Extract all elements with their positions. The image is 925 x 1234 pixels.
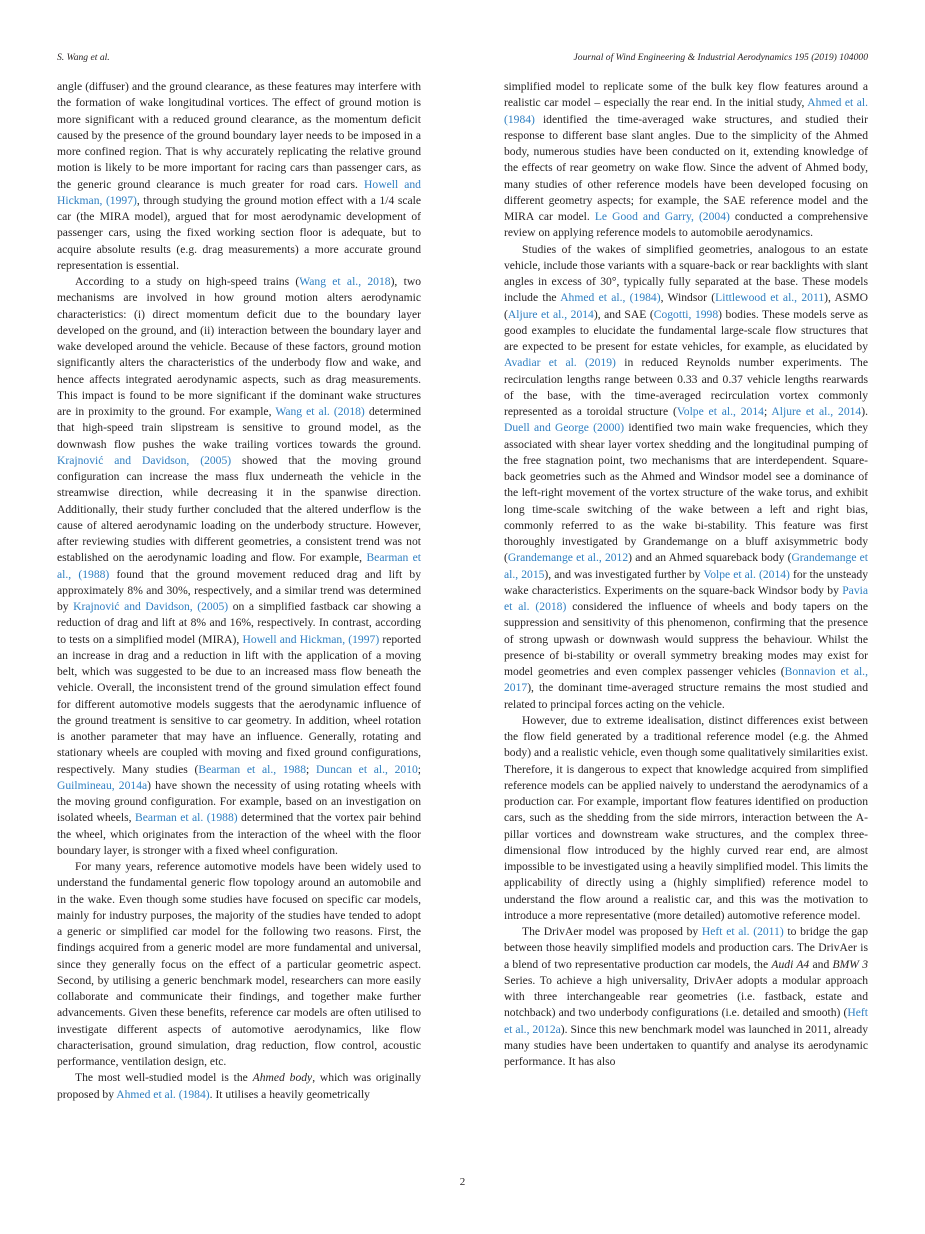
citation-link[interactable]: Cogotti, 1998: [653, 307, 719, 321]
citation-link[interactable]: Ahmed et al. (1984): [116, 1087, 210, 1101]
right-column: [504, 79, 868, 1070]
paragraph: Studies of the wakes of simplified geometries, analogous to an estate vehicle, include those variants with a square-back or rear backlights with slant angles in excess of 30°, typically fully separated at the base. These models include the Ahmed et al., (1984), Windsor (Littlewood et al., 2011), ASMO (Aljure et al., 2014), and SAE (Cogotti, 1998) bodies. These models serve as good examples to elucidate the fundamental large-scale flow structures that are expected to be present for estate vehicles, for example, as elucidated by Avadiar et al. (2019) in reduced Reynolds number experiments. The recirculation lengths range between 0.33 and 0.37 vehicle lengths rearwards of the base, with the time-averaged recirculation vortex commonly represented as a toroidal structure (Volpe et al., 2014; Aljure et al., 2014). Duell and George (2000) identified two main wake frequencies, which they associated with shear layer vortex shedding and the longitudinal pumping of the free stagnation point, two mechanisms that are interdependent. Square-back geometries such as the Ahmed and Windsor model see a dominance of the left-right movement of the vortex structure of the wake torus, and exhibit long time-scale switching of the wake between a left and right bias, commonly referred to as the wake bi-stability. This feature was first thoroughly investigated by Grandemange on a bluff axisymmetric body (Grandemange et al., 2012) and an Ahmed squareback body (Grandemange et al., 2015), and was investigated further by Volpe et al. (2014) for the unsteady wake characteristics. Experiments on the square-back Windsor body by Pavia et al. (2018) considered the influence of wheels and body tapers on the suppression and sensitivity of this phenomenon, confirming that the presence of strong upwash or downwash would suppress the behaviour. Whilst the presence of bi-stability or overall symmetry breaking modes may exist for model geometries and even complex passenger vehicles (Bonnavion et al., 2017), the dominant time-averaged structure remains the most studied and related to principal forces acting on the vehicle.: [504, 242, 869, 711]
citation-link[interactable]: Littlewood et al., 2011: [715, 291, 825, 305]
citation-link[interactable]: Duncan et al., 2010: [315, 762, 418, 776]
citation-link[interactable]: Pavia et al. (2018): [504, 583, 868, 613]
header-journal: Journal of Wind Engineering & Industrial Aerodynamics 195 (2019) 104000: [573, 52, 868, 63]
citation-link[interactable]: Volpe et al., 2014: [676, 405, 764, 418]
paragraph: However, due to extreme idealisation, distinct differences exist between the flow field generated by a traditional reference model (e.g. the Ahmed body) and a realistic vehicle, even though some qualitatively similarities exist. Therefore, it is dangerous to expect that knowledge acquired from simplified reference models can be applied naively to understand the aerodynamics of a production car. For example, important flow features identified on production cars, such as the shedding from the side mirrors, interaction between the A-pillar vortices and downstream wake structures, and the complex three-dimensional flow introduced by the highly curved rear end, are almost impossible to be investigated using a heavily simplified model. This limits the applicability of directly using a (highly simplified) reference model to understand the flow around a realistic car, and this was the motivation to introduce a more representative (more detailed) automotive reference model.: [504, 713, 868, 922]
header-author: S. Wang et al.: [57, 52, 110, 63]
citation-link[interactable]: Bonnavion et al., 2017: [504, 665, 868, 695]
emphasis-term: Audi A4: [771, 957, 810, 971]
emphasis-term: Ahmed body: [252, 1071, 313, 1085]
paragraph: The most well-studied model is the Ahmed body, which was originally proposed by Ahmed et al. (1984). It utilises a heavily geometrically: [57, 1071, 421, 1101]
citation-link[interactable]: Bearman et al., 1988: [198, 762, 307, 776]
citation-link[interactable]: Bearman et al., (1988): [57, 551, 421, 581]
paragraph: angle (diffuser) and the ground clearance, as these features may interfere with the formation of wake longitudinal vortices. The effect of ground motion is more significant with a reduced ground clearance, as the momentum deficit caused by the presence of the ground boundary layer needs to be imposed in a more confined region. That is why accurately replicating the relative ground motion is likely to be more important for racing cars than passenger cars, as the generic ground clearance is much greater for road cars. Howell and Hickman, (1997), through studying the ground motion effect with a 1/4 scale car (the MIRA model), argued that for most aerodynamic development of passenger cars, using the fixed working section floor is adequate, but to acquire absolute results (e.g. drag measurements) a more accurate ground representation is essential.: [57, 80, 421, 272]
citation-link[interactable]: Howell and Hickman, (1997): [57, 177, 421, 207]
page-number: 2: [459, 1176, 466, 1188]
citation-link[interactable]: Heft et al., 2012a: [504, 1006, 868, 1036]
citation-link[interactable]: Guilmineau, 2014a: [57, 778, 148, 792]
paragraph: The DrivAer model was proposed by Heft et al. (2011) to bridge the gap between those heavily simplified models and production cars. The DrivAer is a blend of two representative production car models, the Audi A4 and BMW 3 Series. To achieve a high universality, DrivAer adopts a modular approach with three interchangeable rear geometries (i.e. fastback, estate and notchback) and two underbody configurations (i.e. detailed and smooth) (Heft et al., 2012a). Since this new benchmark model was launched in 2011, already many studies have been undertaken to quantify and analyse its aerodynamic performance. It has also: [504, 925, 869, 1068]
citation-link[interactable]: Krajnović and Davidson, (2005): [73, 600, 229, 613]
paragraph: simplified model to replicate some of the bulk key flow features around a realistic car model – especially the rear end. In the initial study, Ahmed et al. (1984) identified the time-averaged wake structures, and studied their response to different base slant angles. Due to the simplicity of the Ahmed body, numerous studies have been conducted on it, extending knowledge of the effects of rear geometry on wake flow. Since the advent of Ahmed body, many studies of other reference models have been developed focusing on different geometry aspects; for example, the SAE reference model and the MIRA car model. Le Good and Garry, (2004) conducted a comprehensive review on applying reference models to automobile aerodynamics.: [504, 80, 869, 240]
citation-link[interactable]: Aljure et al., 2014: [507, 307, 594, 321]
citation-link[interactable]: Howell and Hickman, (1997): [242, 632, 380, 646]
citation-link[interactable]: Grandemange et al., 2015: [504, 551, 869, 581]
citation-link[interactable]: Heft et al. (2011): [701, 925, 784, 938]
citation-link[interactable]: Wang et al., 2018: [299, 275, 391, 288]
citation-link[interactable]: Ahmed et al. (1984): [504, 96, 869, 126]
citation-link[interactable]: Le Good and Garry, (2004): [594, 210, 730, 223]
citation-link[interactable]: Volpe et al. (2014): [703, 567, 790, 581]
paragraph: According to a study on high-speed trains (Wang et al., 2018), two mechanisms are involved in how ground motion alters aerodynamic characteristics: (i) direct momentum deficit due to the boundary layer developed on the ground, and (ii) interaction between the boundary layer and wake developed around the vehicle. Because of these factors, ground motion significantly alters the characteristics of the underbody flow and wake, and hence affects integrated aerodynamic aspects, such as drag measurements. This impact is found to be more significant if the dominant wake structures are in proximity to the ground. For example, Wang et al. (2018) determined that high-speed train slipstream is sensitive to ground model, as the downwash flow pushes the wake trailing vortices towards the ground. Krajnović and Davidson, (2005) showed that the moving ground configuration can increase the mass flux underneath the vehicle in the streamwise direction, while decreasing it in the spanwise direction. Additionally, their study further concluded that the altered underflow is the cause of altered aerodynamic loading on the underbody structure. However, after reviewing studies with different geometries, a consistent trend was not established on the aerodynamic loading and flow. For example, Bearman et al., (1988) found that the ground movement reduced drag and lift by approximately 8% and 30%, respectively, and a similar trend was determined by Krajnović and Davidson, (2005) on a simplified fastback car showing a reduction of drag and lift at 8% and 16%, respectively. In contrast, according to tests on a simplified model (MIRA), Howell and Hickman, (1997) reported an increase in drag and a reduction in lift with the application of a moving belt, which was suggested to be due to an increased mass flow beneath the vehicle. Overall, the inconsistent trend of the ground simulation effect found for different automotive models suggests that the aerodynamic influence of the ground treatment is sensitive to car geometry. In addition, wheel rotation is another parameter that may have an influence. Generally, rotating and stationary wheels are coupled with moving and fixed ground configurations, respectively. Many studies (Bearman et al., 1988; Duncan et al., 2010; Guilmineau, 2014a) have shown the necessity of using rotating wheels with the moving ground configuration. For example, based on an investigation on isolated wheels, Bearman et al. (1988) determined that the vortex pair behind the wheel, which originates from the interaction of the wheel with the floor boundary layer, is stronger with a fixed wheel configuration.: [57, 275, 422, 857]
paragraph: For many years, reference automotive models have been widely used to understand the fundamental generic flow topology around an automobile and in the wake. Even though some studies have focused on specific car models, mainly for industry purposes, the majority of the studies have tended to adopt a generic or simplified car model for the following two reasons. First, the findings acquired from a generic model are more fundamental and universal, since they generally focus on the effect of a particular geometric aspect. Second, by utilising a generic benchmark model, researchers can more easily collaborate and communicate their findings, and together make further advancements. Given these benefits, reference car models are often utilised to investigate different aspects of automotive aerodynamics, like flow characterisation, ground simulation, drag reduction, flow control, acoustic performance, ventilation design, etc.: [57, 860, 421, 1068]
citation-link[interactable]: Wang et al. (2018): [275, 405, 365, 418]
emphasis-term: BMW 3: [832, 957, 869, 971]
citation-link[interactable]: Avadiar et al. (2019): [504, 356, 616, 370]
citation-link[interactable]: Aljure et al., 2014: [771, 405, 862, 418]
left-column: [57, 79, 421, 1103]
citation-link[interactable]: Duell and George (2000): [504, 421, 625, 435]
citation-link[interactable]: Bearman et al. (1988): [134, 811, 238, 825]
citation-link[interactable]: Ahmed et al., (1984): [560, 291, 661, 305]
citation-link[interactable]: Grandemange et al., 2012: [507, 551, 629, 565]
running-header: [57, 52, 868, 68]
citation-link[interactable]: Krajnović and Davidson, (2005): [57, 453, 232, 467]
